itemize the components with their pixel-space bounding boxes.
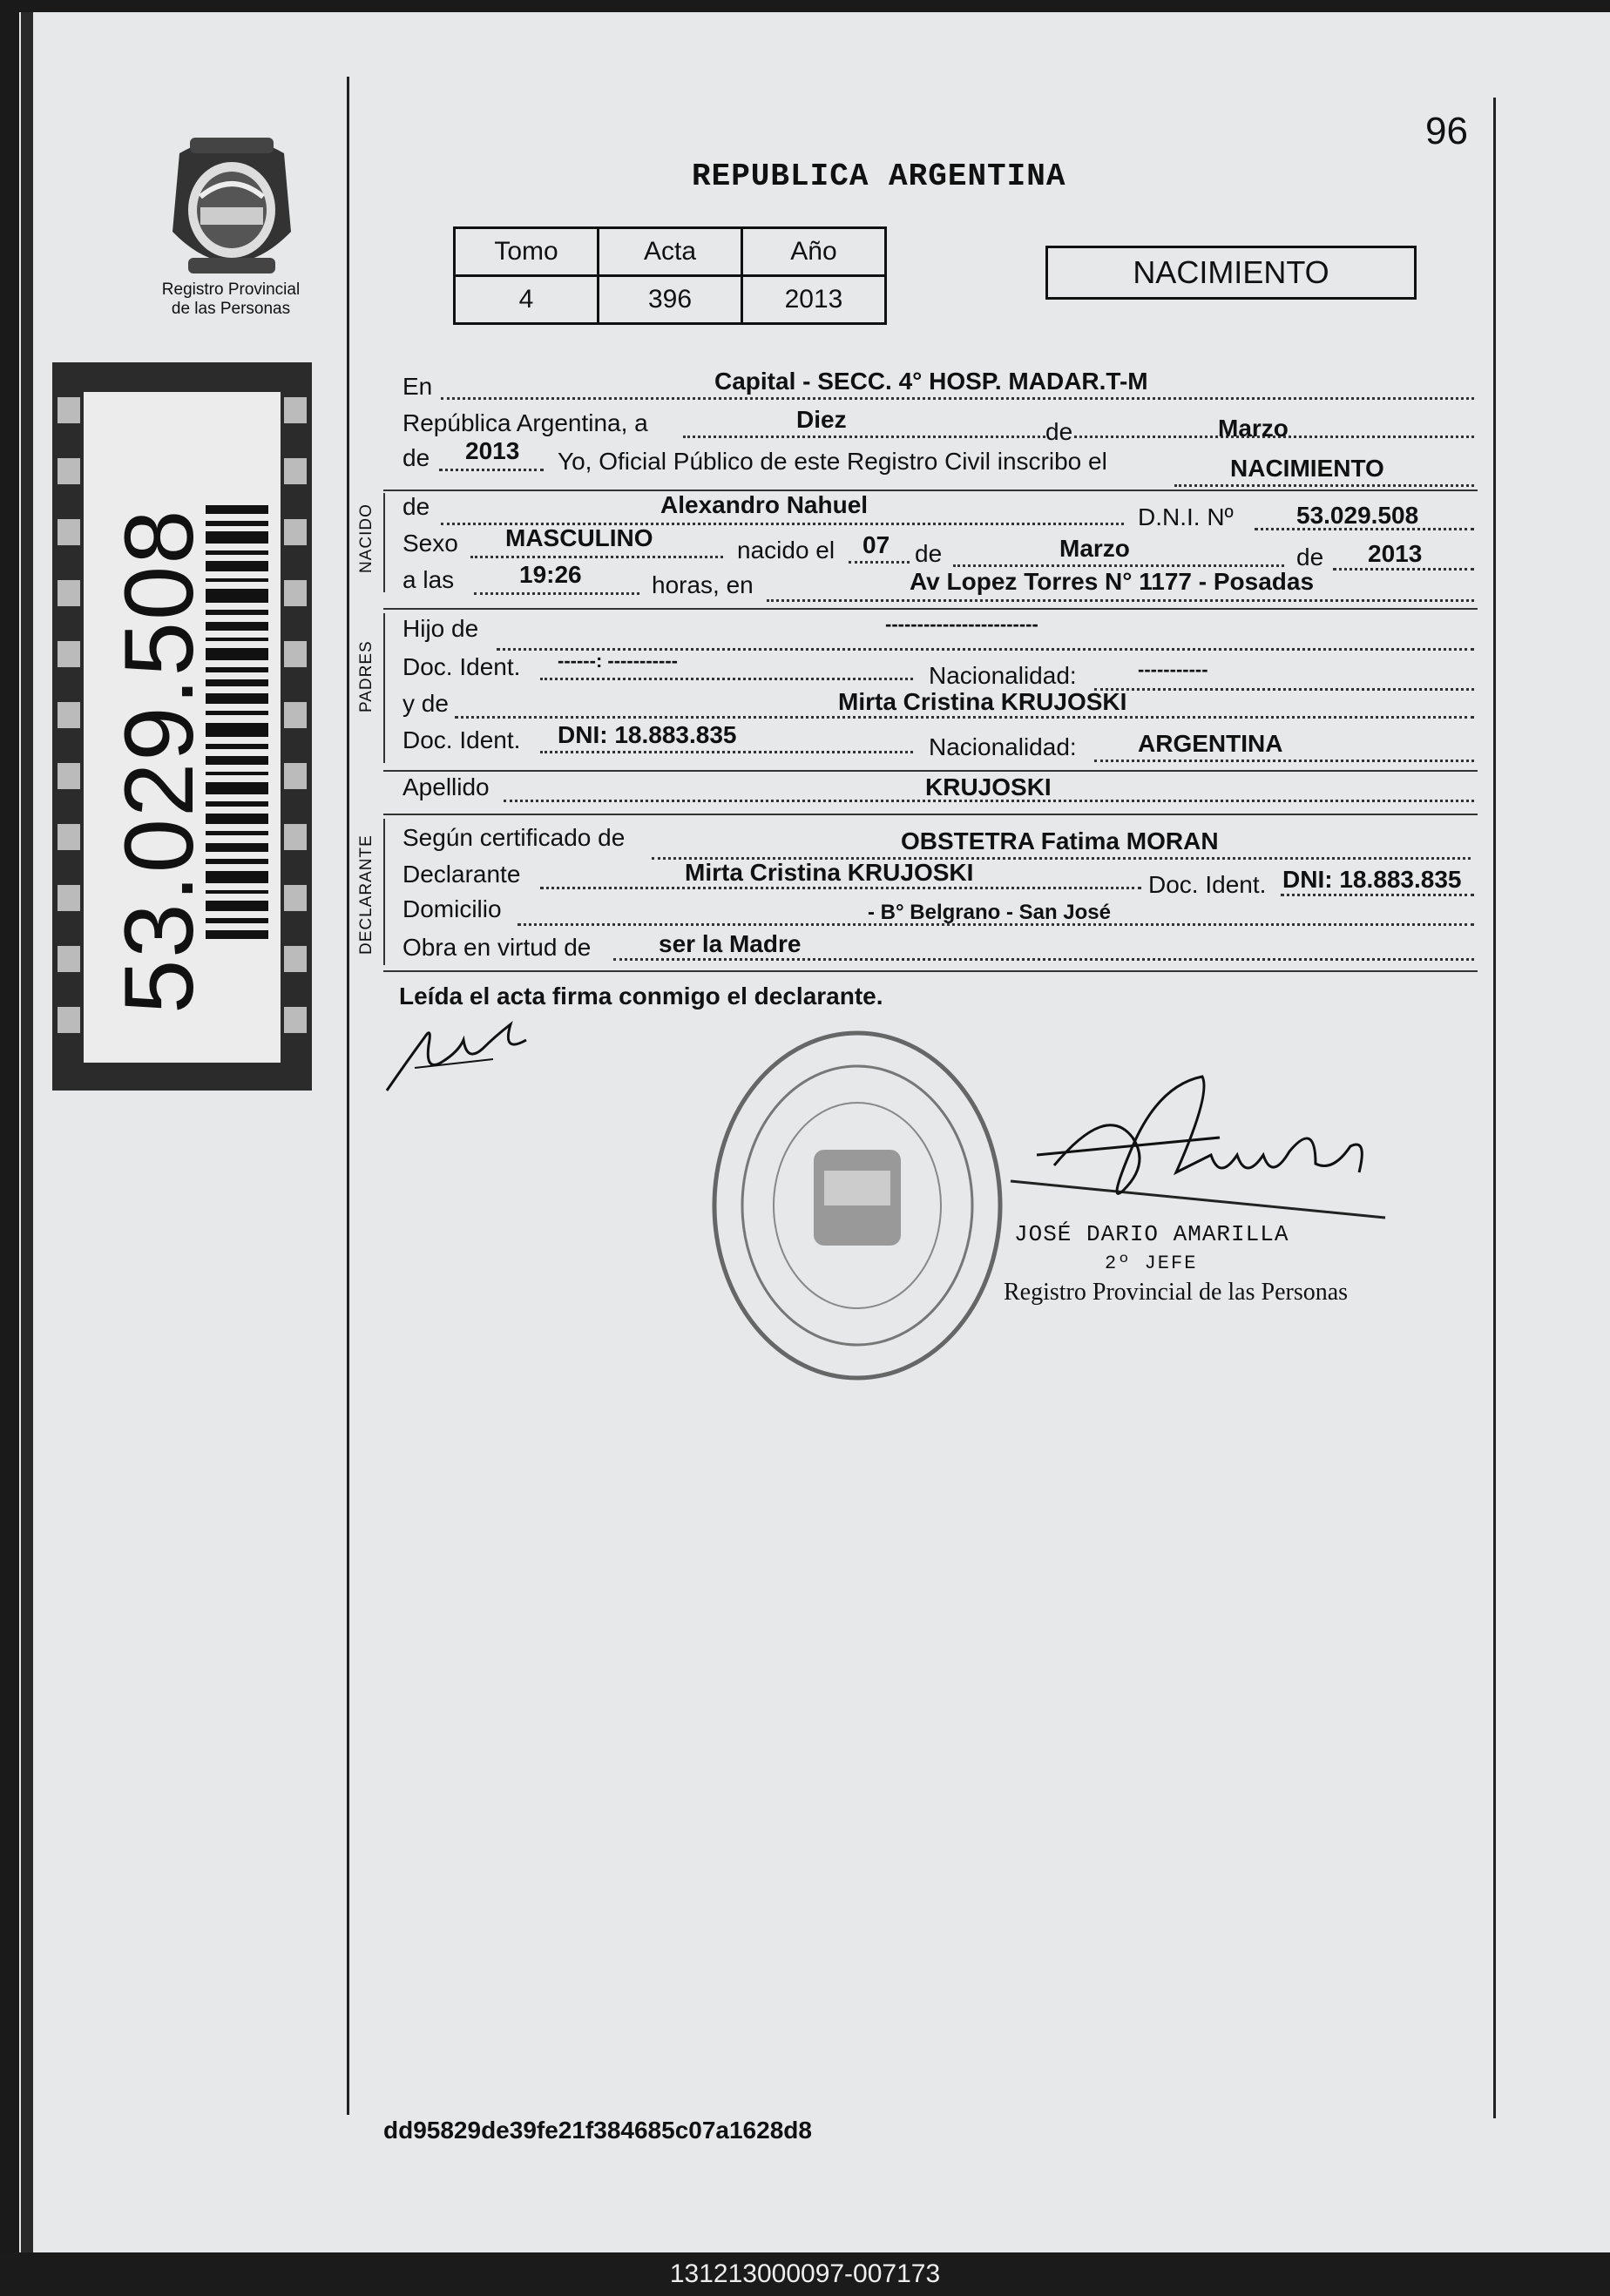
a-las-label: a las [402,566,455,593]
horas-en-label: horas, en [652,571,754,598]
registry-table-header-row [455,228,886,276]
official-name: JOSÉ DARIO AMARILLA [1014,1221,1289,1247]
section-divider [383,770,1478,772]
de-label: de [1045,418,1073,445]
dotted-line [439,469,544,471]
birth-month-value: Marzo [1059,535,1130,562]
mother-doc-value: DNI: 18.883.835 [558,721,737,748]
birth-place-value: Av Lopez Torres N° 1177 - Posadas [910,568,1315,595]
dotted-line [613,958,1474,961]
day-words-value: Diez [796,406,847,433]
doc-ident-label-3: Doc. Ident. [1148,871,1267,898]
section-divider [383,608,1478,610]
section-divider [383,970,1478,972]
registry-table-value-row [455,276,886,324]
obra-en-virtud-label: Obra en virtud de [402,934,592,961]
month-value: Marzo [1218,415,1289,442]
dotted-line [953,564,1284,567]
right-margin-rule [1493,98,1496,2118]
dotted-line [540,678,913,680]
value-anio: 2013 [742,276,886,324]
y-de-label: y de [402,690,449,717]
de-year-label: de [402,444,430,471]
dni-label: D.N.I. Nº [1138,503,1234,530]
section-bracket [383,819,385,965]
section-bracket [383,493,385,592]
declarante-label: Declarante [402,861,521,888]
sexo-label: Sexo [402,530,458,557]
apellido-value: KRUJOSKI [925,773,1052,800]
nacido-section-label: NACIDO [357,503,375,573]
dotted-line [470,556,723,558]
hijo-de-label: Hijo de [402,615,479,642]
father-value: ------------------------ [885,613,1038,635]
dotted-line [1174,484,1474,487]
padres-section-label: PADRES [357,640,375,712]
dotted-line [474,592,639,595]
header-acta: Acta [599,228,742,276]
province-crest-icon [162,127,301,284]
registry-table [453,226,887,325]
dotted-line [1281,894,1474,896]
official-seal-icon [706,1023,1009,1388]
registry-caption [131,280,331,319]
de-label-3: de [1296,544,1324,571]
birth-year-value: 2013 [1368,540,1423,567]
record-number-vertical: 53.029.508 [105,508,213,1014]
section-divider [383,814,1478,815]
dotted-line [540,751,913,753]
sexo-value: MASCULINO [505,524,653,551]
oficial-statement: Yo, Oficial Público de este Registro Civil inscribo el [558,448,1107,475]
father-nationality-value: ----------- [1138,658,1208,680]
dotted-line [849,561,910,564]
dotted-line [441,397,1474,400]
mother-nationality-value: ARGENTINA [1138,730,1283,757]
child-name-value: Alexandro Nahuel [660,491,869,518]
value-acta: 396 [599,276,742,324]
dotted-line [1094,760,1474,762]
certificate-value: OBSTETRA Fatima MORAN [901,827,1219,854]
domicilio-label: Domicilio [402,895,502,922]
dotted-line [455,716,1474,719]
declarant-signature [380,1010,545,1097]
value-tomo: 4 [455,276,599,324]
caption-line-2: de las Personas [171,300,291,318]
declarante-section-label: DECLARANTE [357,834,375,955]
father-doc-value: ------: ----------- [558,650,678,672]
apellido-label: Apellido [402,773,490,800]
document-hash: dd95829de39fe21f384685c07a1628d8 [383,2117,812,2144]
header-tomo: Tomo [455,228,599,276]
caption-line-1: Registro Provincial [161,280,301,299]
dni-value: 53.029.508 [1296,502,1419,529]
dotted-line [1333,568,1474,571]
document-title: REPUBLICA ARGENTINA [692,159,1066,194]
declarante-value: Mirta Cristina KRUJOSKI [685,859,974,886]
footer-code: 131213000097-007173 [0,2252,1610,2296]
section-bracket [383,613,385,763]
doc-ident-label-2: Doc. Ident. [402,726,521,753]
official-rank: 2º JEFE [1105,1253,1198,1274]
segun-certificado-label: Según certificado de [402,824,626,851]
binding-edge [21,12,33,2252]
nacionalidad-label-2: Nacionalidad: [929,733,1077,760]
declarante-doc-value: DNI: 18.883.835 [1282,866,1462,893]
section-divider [383,490,1478,491]
dotted-line [1094,688,1474,691]
closing-statement: Leída el acta firma conmigo el declarante. [399,983,883,1010]
record-type-box: NACIMIENTO [1045,246,1417,300]
dotted-line [683,436,1474,438]
official-registry: Registro Provincial de las Personas [1004,1279,1349,1306]
header-anio: Año [742,228,886,276]
nacido-de-label: de [402,493,430,520]
en-label: En [402,373,433,400]
mother-name-value: Mirta Cristina KRUJOSKI [838,688,1127,715]
location-value: Capital - SECC. 4° HOSP. MADAR.T-M [714,368,1148,395]
birth-day-value: 07 [862,531,890,558]
doc-ident-label-1: Doc. Ident. [402,653,521,680]
obra-value: ser la Madre [659,930,802,957]
domicilio-value: - B° Belgrano - San José [868,901,1111,924]
republica-label: República Argentina, a [402,409,648,436]
left-margin-rule [347,77,349,2115]
birth-time-value: 19:26 [519,561,582,588]
inscription-type-value: NACIMIENTO [1230,455,1384,482]
year-value: 2013 [465,437,520,464]
official-signature [1002,1068,1394,1225]
dotted-line [540,887,1141,889]
page-number: 96 [1425,110,1468,152]
nacido-el-label: nacido el [737,537,835,564]
de-label-2: de [915,540,943,567]
nacionalidad-label-1: Nacionalidad: [929,662,1077,689]
dotted-line [767,599,1474,602]
